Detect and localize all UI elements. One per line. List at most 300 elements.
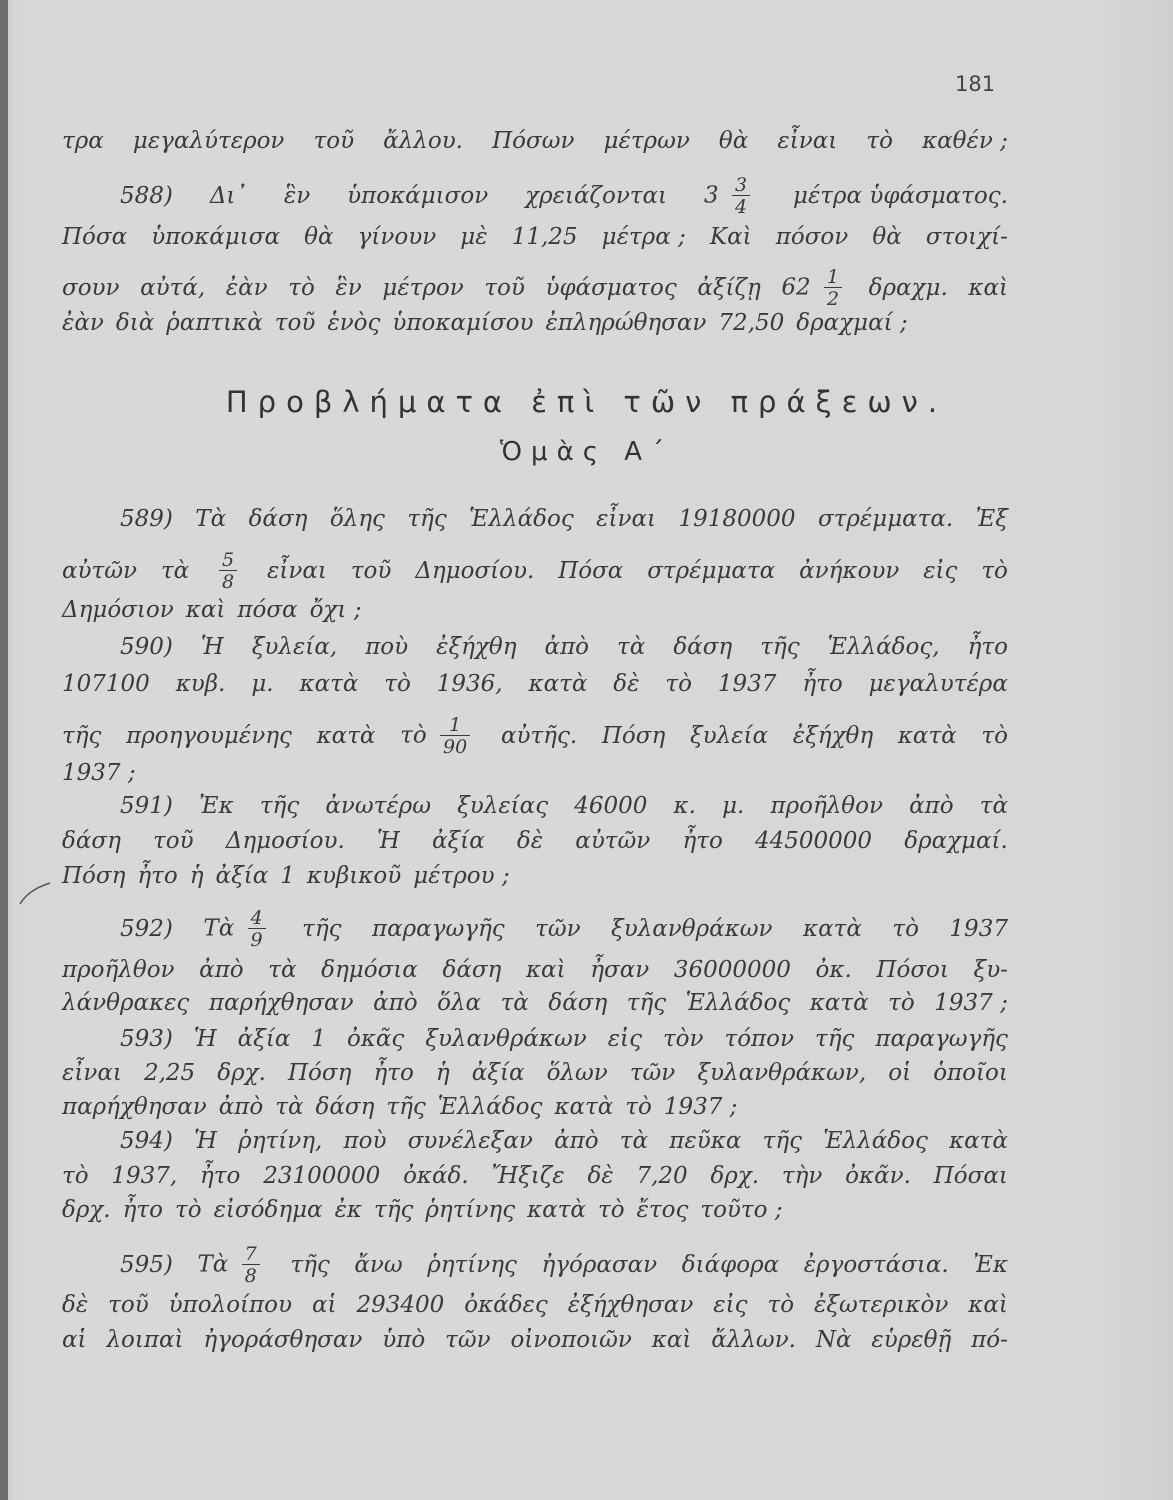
word: κατὰ [316, 722, 376, 749]
word: ἀξία [237, 1026, 291, 1052]
word: μέτρον [382, 274, 464, 301]
word: Ἡ [194, 1128, 217, 1154]
word: Τὰ [195, 506, 227, 532]
word: ἀπὸ [218, 1094, 264, 1120]
word: 1937 ; [663, 1094, 738, 1120]
word: ὑποκάμισον [347, 182, 489, 209]
word: 11,25 [511, 224, 578, 250]
text-line [62, 671, 1008, 711]
word: εἰσόδημα [213, 1197, 323, 1223]
word: δὲ [516, 828, 544, 854]
fraction-numerator: 5 [222, 549, 235, 571]
word: λάνθρακες [62, 990, 190, 1016]
word: ἐξήχθη [436, 634, 517, 660]
word: ποὺ [365, 634, 409, 660]
fraction-numerator: 7 [244, 1243, 257, 1265]
word: αὐτά, [140, 274, 206, 301]
word: ὅλων [546, 1060, 608, 1086]
word: ἄνω [354, 1251, 403, 1278]
word: τὰ [268, 957, 297, 983]
page-spine-edge [0, 0, 8, 1500]
word: μ. [722, 793, 745, 819]
word: δρχ. [62, 1197, 111, 1223]
word: τὸ [384, 671, 411, 697]
word: ἐκ [334, 1197, 363, 1223]
word: 36000000 [673, 957, 791, 983]
word: ξυλείας [457, 793, 549, 819]
word: μ. [251, 671, 274, 697]
word: τὰ [617, 634, 646, 660]
text-line [62, 551, 1008, 591]
word: ἐξήχθη [792, 722, 874, 749]
word: τὸ [981, 557, 1008, 584]
word: τοῦ [108, 1292, 149, 1318]
word: 293400 [356, 1292, 445, 1318]
text-line [62, 1197, 1008, 1237]
fraction-numerator: 3 [734, 174, 748, 196]
word: ὀκᾶν. [845, 1163, 911, 1189]
word: τὸ [174, 1197, 202, 1223]
group-heading: Ὁμὰς Α΄ [499, 437, 674, 467]
word: μέτρου ; [413, 863, 510, 889]
word: ἄλλου. [383, 128, 463, 154]
word: οἰνοποιῶν [510, 1327, 632, 1353]
word: καὶ [185, 597, 226, 623]
word: ἀπὸ [544, 634, 590, 660]
fraction-numerator: 1 [826, 266, 840, 288]
word: Ἡ [200, 634, 224, 660]
word: γίνουν [357, 224, 437, 250]
fraction [242, 1245, 260, 1286]
word: τὸν [662, 1026, 704, 1052]
word: ῥητίνης [427, 1251, 517, 1278]
word: καθέν ; [922, 128, 1008, 154]
word: Νὰ [815, 1327, 852, 1353]
word: οἱ [888, 1060, 912, 1086]
word: τῆς [259, 793, 300, 819]
word: ἓν [335, 274, 362, 301]
word: δημόσια [321, 957, 418, 983]
word: τὸ [767, 1292, 795, 1318]
word: ὀκάδ. [403, 1163, 469, 1189]
word: τοῦ [313, 128, 355, 154]
word: τὸ [62, 1163, 89, 1189]
word: 590) [120, 634, 173, 660]
fraction-denominator: 8 [242, 1264, 260, 1286]
word: Πόσα [62, 224, 128, 250]
word: τοῦτο ; [700, 1197, 783, 1223]
word: κατὰ [809, 990, 869, 1016]
word: 46000 [574, 793, 648, 819]
word: σουν [62, 274, 120, 301]
word: αἱ [62, 1327, 87, 1353]
word: κατὰ [528, 671, 588, 697]
word: 1936, [436, 671, 503, 697]
word: 62 $\frac{1}{2}$ [781, 268, 848, 309]
word: Πόσων [492, 128, 575, 154]
word: δάση [248, 506, 308, 532]
fraction [248, 909, 266, 950]
word: ἐὰν [225, 274, 268, 301]
word: προῆλθον [62, 957, 175, 983]
word: μεγαλυτέρα [868, 671, 1008, 697]
fraction [824, 268, 842, 309]
word: τῆς [762, 1128, 802, 1154]
word: Ἑλλάδος [437, 1094, 543, 1120]
word: εἰς [607, 1026, 642, 1052]
word: δάση [442, 957, 502, 983]
word: τῆς [386, 1094, 426, 1120]
word: ὄχι ; [309, 597, 362, 623]
fraction-denominator: 2 [824, 287, 842, 309]
fraction [219, 551, 237, 592]
word: ξυλανθράκων [425, 1026, 587, 1052]
word: τὸ [888, 990, 915, 1016]
word: καὶ [651, 1327, 692, 1353]
word: τῆς [302, 915, 342, 942]
text-line [120, 1245, 1008, 1285]
word: Ἑλλάδος, [827, 634, 940, 660]
word: τὰ [160, 557, 190, 584]
word: Δημόσιον [62, 597, 174, 623]
word: Τὰ $\frac{7}{8}$ [197, 1245, 265, 1286]
word: στρέμματα [647, 557, 776, 584]
word: στρέμματα. [817, 506, 954, 532]
word: ἦτο [373, 1060, 414, 1086]
word: τὸ [597, 1197, 625, 1223]
word: παραγωγῆς [875, 1026, 1008, 1052]
word: 1937 ; [934, 990, 1008, 1016]
word: 23100000 [263, 1163, 381, 1189]
word: Ἐκ [973, 1251, 1008, 1278]
word: ἄλλων. [711, 1327, 796, 1353]
word: 1937 ; [62, 760, 136, 786]
word: 1937 [717, 671, 777, 697]
word: ὅλης [329, 506, 385, 532]
word: τῆς [626, 990, 667, 1016]
word: τοῦ [153, 828, 194, 854]
word: δάση [62, 828, 121, 854]
word: ὀκάδες [464, 1292, 548, 1318]
word: παραγωγῆς [372, 915, 505, 942]
word: αὐτῶν [575, 828, 651, 854]
word: 72,50 [718, 310, 785, 336]
word: θὰ [718, 128, 749, 154]
word: 593) [120, 1026, 173, 1052]
word: ἠγόρασαν [541, 1251, 658, 1278]
word: τὰ [979, 793, 1008, 819]
word: ἀπὸ [373, 990, 418, 1016]
word: χρειάζονται [525, 182, 668, 209]
word: ξυλεία [689, 722, 769, 749]
word: τὸ [625, 1094, 652, 1120]
word: δὲ [587, 1163, 614, 1189]
word: ἐξωτερικὸν [814, 1292, 949, 1318]
fraction [732, 176, 750, 217]
word: ὑφάσματος [545, 274, 677, 301]
word: εἶναι [62, 1060, 122, 1086]
word: κατὰ [803, 915, 862, 942]
word: τὸ [665, 671, 692, 697]
word: παρήχθησαν [208, 990, 354, 1016]
text-line [62, 224, 1008, 264]
word: τοῦ [350, 557, 392, 584]
text-line [62, 716, 1008, 756]
word: τῶν [445, 1327, 491, 1353]
word: ἀπὸ [554, 1128, 599, 1154]
word: δρχ. [217, 1060, 266, 1086]
word: δρχ. [710, 1163, 760, 1189]
word: 1 [311, 1026, 326, 1052]
word: καὶ [968, 1292, 1008, 1318]
text-line [120, 634, 1008, 674]
word: Πόσοι [876, 957, 949, 983]
text-line [62, 310, 1008, 350]
word: 594) [120, 1128, 173, 1154]
word: καὶ [968, 274, 1008, 301]
word: ἀπὸ [199, 957, 244, 983]
word [213, 551, 243, 592]
word: αἱ [311, 1292, 337, 1318]
word: 3 $\frac{3}{4}$ [704, 176, 756, 217]
text-line [62, 863, 1008, 903]
word: διάφορα [681, 1251, 780, 1278]
word: ὀκ. [815, 957, 852, 983]
word: Πόσαι [933, 1163, 1008, 1189]
word: εἰς [713, 1292, 748, 1318]
word: ἐπληρώθησαν [545, 310, 707, 336]
word: τοῦ [274, 310, 316, 336]
word: Πόση [287, 1060, 352, 1086]
word: δάση [673, 634, 733, 660]
word: ἡ [189, 863, 204, 889]
word: Ἤξιζε [491, 1163, 565, 1189]
word: μέτρα ὑφάσματος. [793, 182, 1008, 209]
word: Ἡ [193, 1026, 217, 1052]
word: θὰ [304, 224, 334, 250]
word: ἀξία [215, 863, 269, 889]
word: κ. [673, 793, 696, 819]
word: ἀξία [431, 828, 485, 854]
word: τῆς [760, 634, 800, 660]
word: τὴν [781, 1163, 823, 1189]
word: ὑπολοίπου [168, 1292, 293, 1318]
word: ἦτο [682, 828, 723, 854]
text-line [62, 268, 1008, 308]
word: 19180000 [678, 506, 796, 532]
word: ἀξίζῃ [697, 274, 761, 301]
word: ὅλα [437, 990, 482, 1016]
word: Ἐξ [975, 506, 1008, 532]
word: Πόση [601, 722, 666, 749]
word: ὁποῖοι [933, 1060, 1008, 1086]
word: εἶναι [267, 557, 327, 584]
word: τοῦ [484, 274, 525, 301]
word: ἠγοράσθησαν [203, 1327, 363, 1353]
word: ξυλανθράκων, [697, 1060, 867, 1086]
word: ξυ- [973, 957, 1008, 983]
word: ἐξήχθησαν [567, 1292, 694, 1318]
word: τὰ [275, 1094, 304, 1120]
word: τρα [62, 128, 104, 154]
word: στοιχί- [925, 224, 1008, 250]
word: δραχμαί ; [796, 310, 908, 336]
word: ἦτο [137, 863, 178, 889]
word: ὀκᾶς [346, 1026, 405, 1052]
word: Ἑλλάδος [685, 990, 791, 1016]
word: ποὺ [343, 1128, 387, 1154]
word: καὶ [525, 957, 566, 983]
text-line [120, 793, 1008, 833]
word: 7,20 [636, 1163, 688, 1189]
word: κατὰ [949, 1128, 1008, 1154]
text-line [120, 909, 1008, 949]
word: πόσα [237, 597, 298, 623]
word: Τὰ $\frac{4}{9}$ [203, 909, 271, 950]
fraction-numerator: 4 [250, 907, 263, 929]
word: 44500000 [754, 828, 873, 854]
text-line [120, 176, 1008, 216]
word: 107100 [62, 671, 150, 697]
fraction [440, 716, 470, 757]
word: τὸ [892, 915, 919, 942]
word: ὑποκαμίσου [392, 310, 534, 336]
word: αὐτῶν [62, 557, 137, 584]
word: 588) [120, 182, 173, 209]
word: ῥητίνης [425, 1197, 516, 1223]
word: ἦτο [967, 634, 1008, 660]
word: κυβικοῦ [306, 863, 402, 889]
fraction-denominator: 9 [248, 928, 266, 950]
word: ἦτο [122, 1197, 163, 1223]
word: πό- [971, 1327, 1008, 1353]
word: δὲ [613, 671, 640, 697]
word: τὸ [288, 274, 315, 301]
word: τῆς [814, 1026, 855, 1052]
word: Δι᾽ [209, 182, 247, 209]
word: ἡ [435, 1060, 450, 1086]
word: εὑρεθῇ [871, 1327, 952, 1353]
word: μέτρα ; [601, 224, 686, 250]
word: τὰ [500, 990, 529, 1016]
word: δάση [548, 990, 608, 1016]
word: τῆς [62, 722, 102, 749]
page-number: 181 [955, 72, 996, 96]
word: τὸ [981, 722, 1008, 749]
word: Δημοσίου. [415, 557, 535, 584]
word: ἔτος [636, 1197, 689, 1223]
word: 589) [120, 506, 173, 532]
word: Ἐκ [199, 793, 234, 819]
word: 1937, [111, 1163, 178, 1189]
word: εἰς [923, 557, 958, 584]
word: ἀξία [471, 1060, 525, 1086]
word: κυβ. [175, 671, 226, 697]
word: τὸ [866, 128, 893, 154]
word: πεῦκα [669, 1128, 742, 1154]
word: δραχμ. [868, 274, 948, 301]
word: 595) [120, 1251, 173, 1278]
word: Πόσα [558, 557, 624, 584]
text-line [62, 1327, 1008, 1367]
word: παρήχθησαν [62, 1094, 207, 1120]
text-line [62, 1292, 1008, 1332]
word: δάση [315, 1094, 375, 1120]
word: ἑνὸς [327, 310, 381, 336]
word: κατὰ [554, 1094, 614, 1120]
word: τῶν [629, 1060, 676, 1086]
word: μέτρων [603, 128, 690, 154]
word: ἦτο [802, 671, 843, 697]
word: τὸ $\frac{1}{90}$ [400, 716, 476, 757]
word: τῆς [290, 1251, 330, 1278]
word: ἐὰν [62, 310, 104, 336]
word: θὰ [872, 224, 902, 250]
word: ξυλανθράκων [611, 915, 773, 942]
word: διὰ [115, 310, 155, 336]
word: λοιπαὶ [106, 1327, 184, 1353]
word: μεγαλύτερον [132, 128, 285, 154]
word: 1937 [949, 915, 1008, 942]
fraction-denominator: 8 [219, 570, 237, 592]
word: ῥαπτικὰ [166, 310, 263, 336]
word: ὑπὸ [382, 1327, 426, 1353]
word: 2,25 [143, 1060, 196, 1086]
text-line [62, 990, 1008, 1030]
word: τόπον [724, 1026, 794, 1052]
word: ἀπὸ [909, 793, 954, 819]
word: τῶν [535, 915, 581, 942]
text-line [62, 128, 1008, 168]
word: Ἑλλάδος [823, 1128, 928, 1154]
word: τὰ [619, 1128, 649, 1154]
text-line [120, 1128, 1008, 1168]
word: συνέλεξαν [407, 1128, 533, 1154]
word: εἶναι [777, 128, 838, 154]
word: Δημοσίου. [225, 828, 345, 854]
word: Ἡ [376, 828, 400, 854]
word: ἦσαν [590, 957, 650, 983]
word: 592) [120, 915, 173, 942]
word: κατὰ [527, 1197, 586, 1223]
word: κατὰ [897, 722, 957, 749]
word: ἦτο [200, 1163, 241, 1189]
word: δραχμαί. [904, 828, 1008, 854]
word: εἶναι [596, 506, 657, 532]
word: δὲ [62, 1292, 89, 1318]
word: προηγουμένης [126, 722, 292, 749]
word: Πόση [62, 863, 126, 889]
text-line [62, 828, 1008, 868]
word: κατὰ [299, 671, 359, 697]
word: τῆς [407, 506, 447, 532]
word: ἐργοστάσια. [803, 1251, 949, 1278]
fraction-denominator: 90 [440, 735, 470, 757]
word: Ἑλλάδος [469, 506, 574, 532]
word: ὑποκάμισα [151, 224, 281, 250]
word: πόσον [775, 224, 849, 250]
word: ῥητίνη, [238, 1128, 323, 1154]
word: προῆλθον [770, 793, 883, 819]
text-line [120, 506, 1008, 546]
word: τῆς [374, 1197, 414, 1223]
word: 1 [280, 863, 295, 889]
word: Καὶ [709, 224, 752, 250]
word: μὲ [460, 224, 488, 250]
section-heading: Προβλήματα ἐπὶ τῶν πράξεων. [225, 385, 948, 419]
text-line [62, 597, 1008, 637]
fraction-denominator: 4 [732, 195, 750, 217]
